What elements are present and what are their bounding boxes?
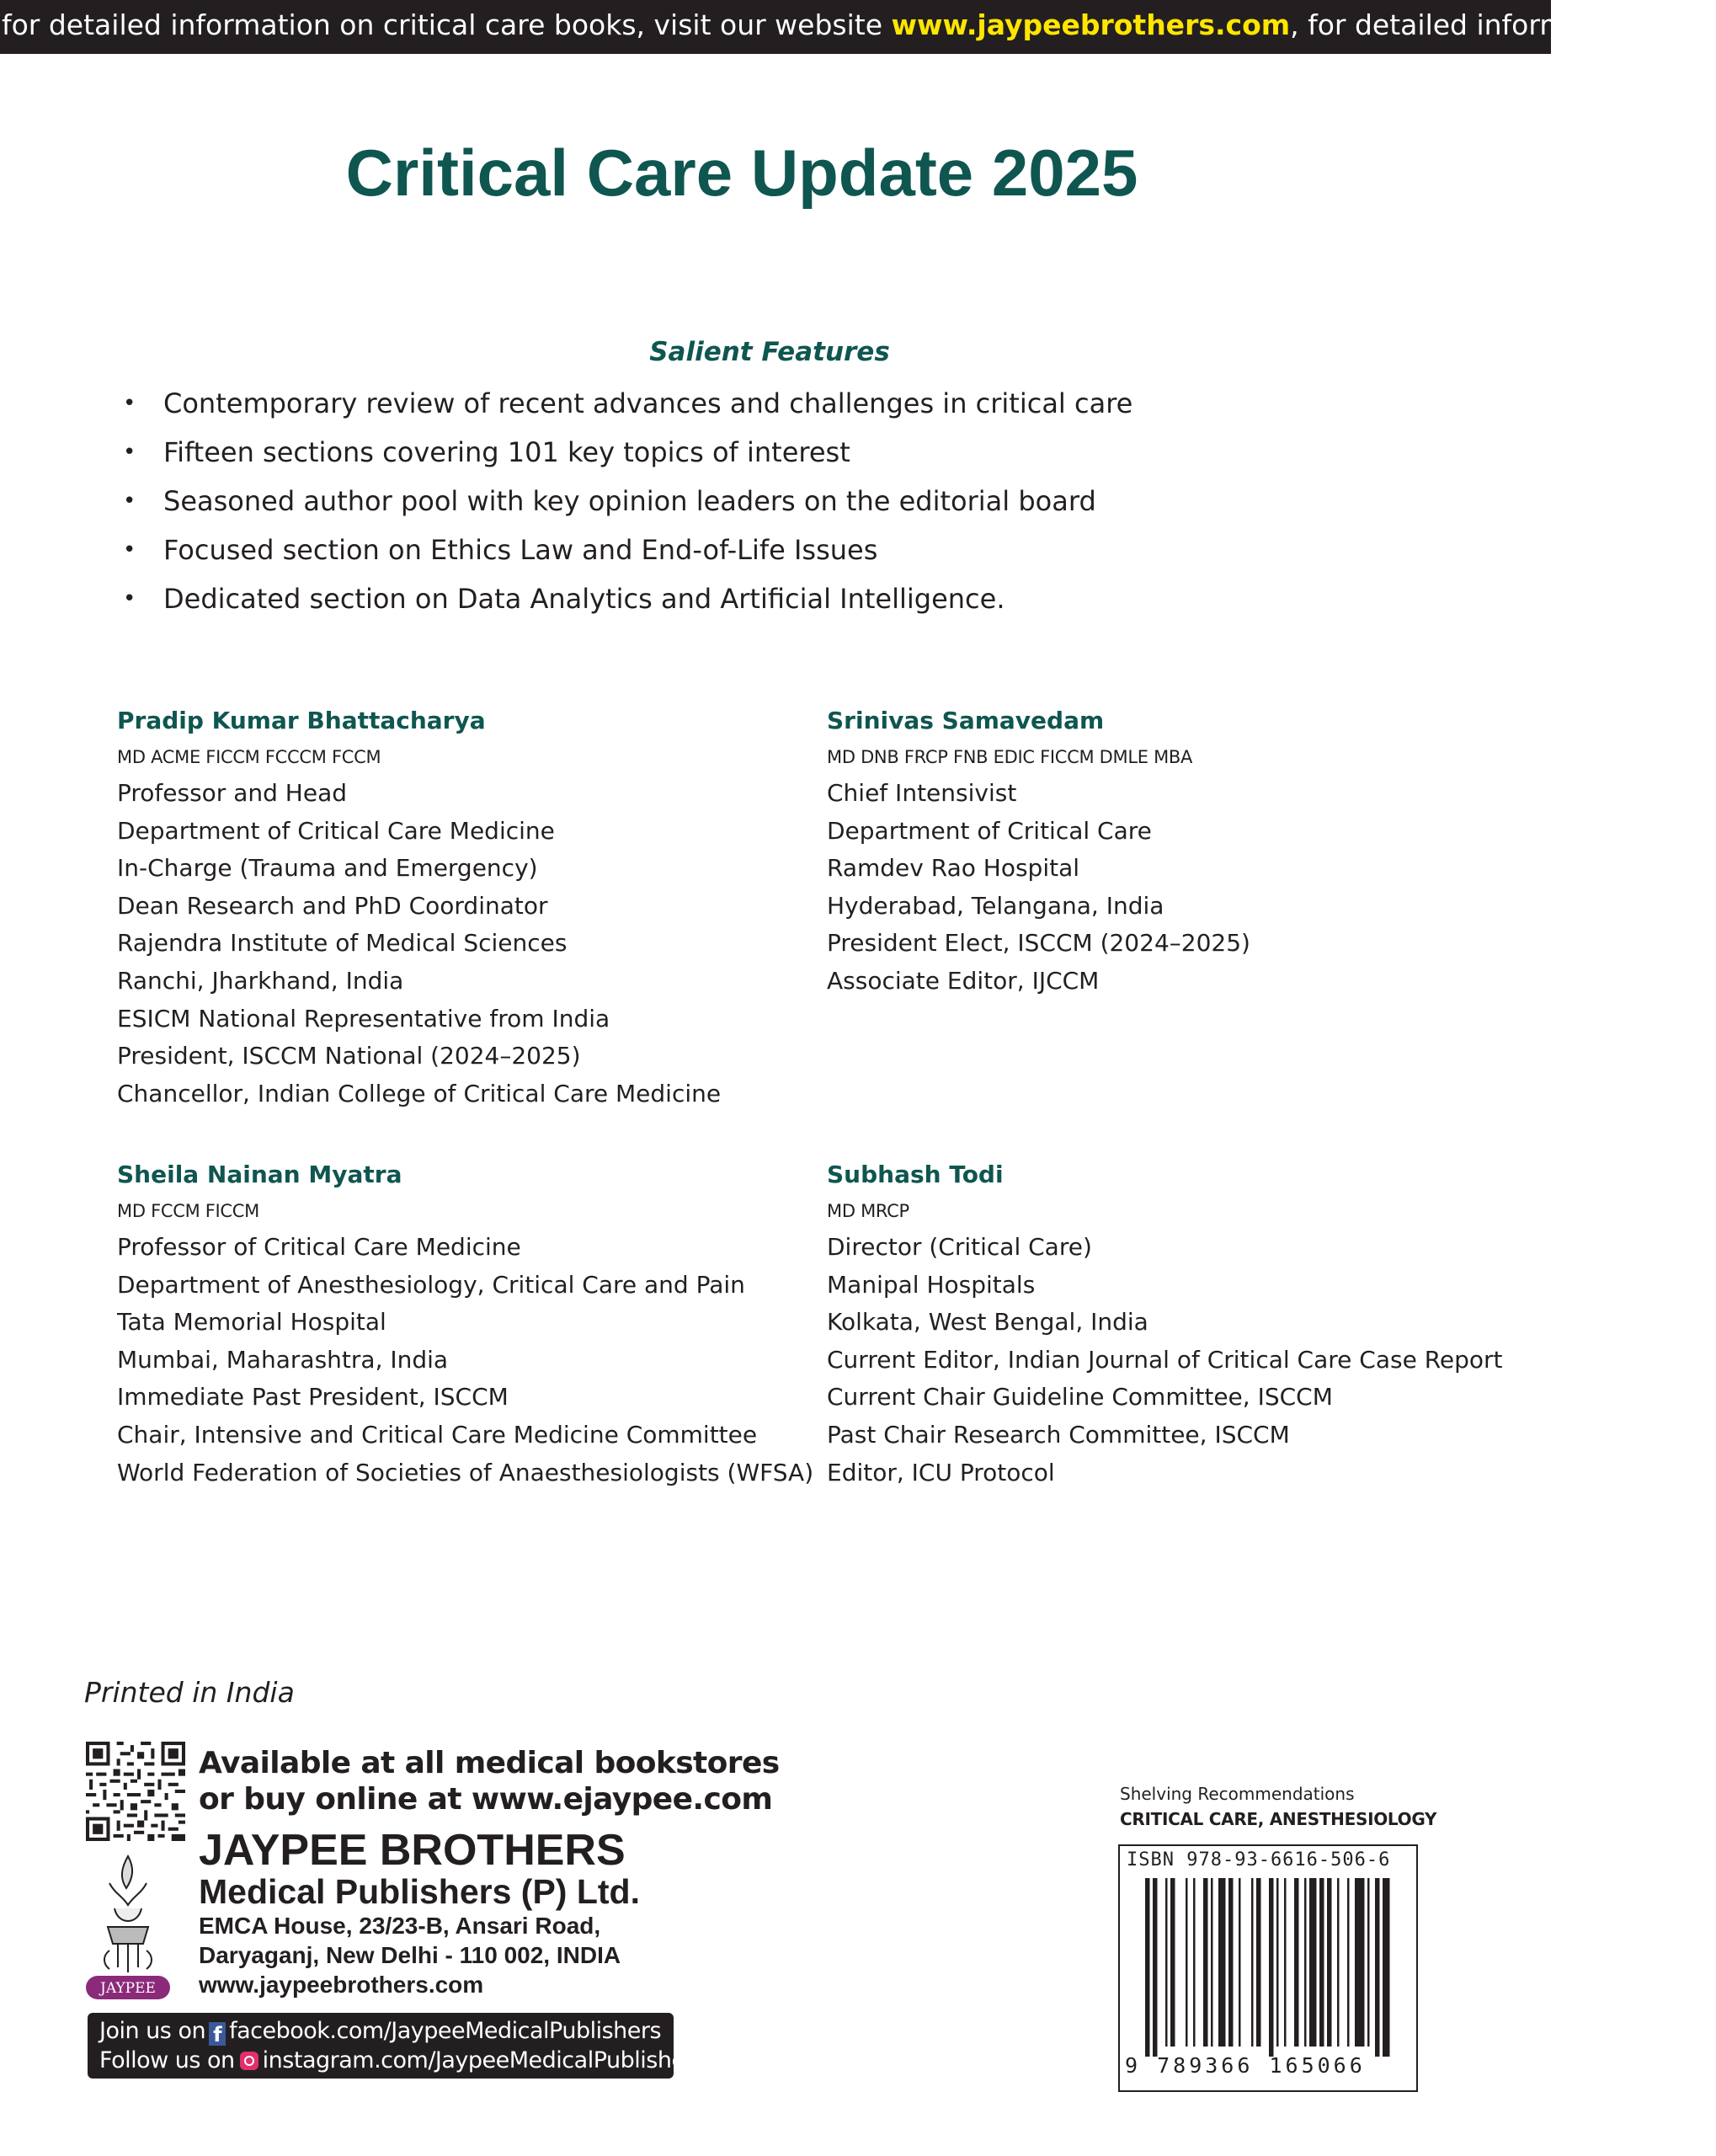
banner-website-link[interactable]: www.jaypeebrothers.com [891, 8, 1291, 41]
barcode-bar [1319, 1878, 1324, 2047]
logo-label: JAYPEE [100, 1980, 156, 1997]
author-affiliation-line: Tata Memorial Hospital [117, 1308, 386, 1337]
bullet-icon: • [123, 586, 136, 611]
promo-banner [0, 0, 1716, 54]
facebook-row[interactable] [99, 2016, 661, 2047]
isbn-barcode [1118, 1844, 1418, 2092]
author-affiliation-line: Mumbai, Maharashtra, India [117, 1345, 449, 1374]
author-block-bhattacharya [117, 702, 721, 1113]
barcode-bar [1203, 1878, 1208, 2047]
instagram-row[interactable] [99, 2046, 706, 2076]
instagram-prefix: Follow us on [99, 2047, 235, 2073]
feature-item [120, 432, 1132, 481]
barcode-bar [1355, 1878, 1365, 2047]
barcode-bar [1193, 1878, 1196, 2047]
barcode-bar [1284, 1878, 1287, 2047]
printed-in-note: Printed in India [84, 1676, 295, 1709]
features-heading: Salient Features [649, 337, 890, 367]
bullet-icon: • [123, 488, 136, 514]
barcode-bar [1153, 1878, 1158, 2057]
publisher-address-line: Daryaganj, New Delhi - 110 002, INDIA [199, 1942, 621, 1968]
author-affiliation-line: In-Charge (Trauma and Emergency) [117, 854, 538, 883]
author-qualifications: MD DNB FRCP FNB EDIC FICCM DMLE MBA [827, 747, 1193, 767]
bullet-icon: • [123, 440, 136, 465]
barcode-bar [1375, 1878, 1380, 2057]
author-block-samavedam [827, 702, 1250, 1001]
bullet-icon: • [123, 391, 136, 416]
bullet-icon: • [123, 537, 136, 563]
availability-line: Available at all medical bookstores [199, 1746, 780, 1780]
author-block-myatra [117, 1156, 813, 1492]
banner-prefix: for detailed information on critical care books, visit our website [2, 8, 892, 41]
author-affiliation-line: Kolkata, West Bengal, India [827, 1308, 1148, 1337]
author-affiliation-line: Chief Intensivist [827, 779, 1017, 807]
author-affiliation-line: President, ISCCM National (2024–2025) [117, 1042, 581, 1070]
author-affiliation-line: Professor and Head [117, 779, 348, 807]
author-affiliation-line: Past Chair Research Committee, ISCCM [827, 1420, 1290, 1449]
barcode-bar [1145, 1878, 1150, 2057]
author-affiliation-line: Rajendra Institute of Medical Sciences [117, 929, 568, 958]
author-name: Sheila Nainan Myatra [117, 1161, 402, 1188]
feature-item [120, 383, 1132, 432]
barcode-bars-icon [1145, 1878, 1398, 2057]
author-qualifications: MD FCCM FICCM [117, 1201, 259, 1221]
feature-item [120, 579, 1132, 627]
author-affiliation-line: Department of Critical Care [827, 816, 1152, 845]
availability-text [199, 1745, 780, 1817]
author-affiliation-line: Chancellor, Indian College of Critical Care Medicine [117, 1079, 722, 1107]
author-qualifications: MD ACME FICCM FCCCM FCCM [117, 747, 381, 767]
author-affiliation-line: Current Editor, Indian Journal of Critical Care Case Report [827, 1345, 1503, 1374]
author-affiliation-line: World Federation of Societies of Anaesthesiologists (WFSA) [117, 1458, 814, 1486]
barcode-bar [1165, 1878, 1168, 2047]
barcode-bar [1337, 1878, 1340, 2047]
author-affiliation-line: Hyderabad, Telangana, India [827, 891, 1164, 920]
book-title: Critical Care Update 2025 [345, 136, 1138, 210]
author-affiliation-line: Editor, ICU Protocol [827, 1458, 1055, 1486]
shelving-label: Shelving Recommendations [1120, 1784, 1355, 1804]
instagram-icon [240, 2052, 258, 2070]
features-list [120, 383, 1132, 627]
publisher-address [199, 1911, 621, 1999]
author-affiliation-line: Professor of Critical Care Medicine [117, 1233, 521, 1261]
author-name: Srinivas Samavedam [827, 707, 1105, 734]
feature-text: Focused section on Ethics Law and End-of-Life Issues [163, 534, 878, 566]
author-name: Pradip Kumar Bhattacharya [117, 707, 486, 734]
barcode-bar [1383, 1878, 1390, 2057]
author-qualifications: MD MRCP [827, 1201, 909, 1221]
barcode-bar [1186, 1878, 1188, 2047]
feature-text: Fifteen sections covering 101 key topics of interest [163, 436, 850, 468]
shelving-value: CRITICAL CARE, ANESTHESIOLOGY [1120, 1809, 1437, 1829]
publisher-website-link[interactable]: www.jaypeebrothers.com [199, 1972, 484, 1998]
author-affiliation-line: Department of Critical Care Medicine [117, 816, 555, 845]
barcode-bar [1304, 1878, 1307, 2047]
publisher-logo-icon [84, 1849, 172, 2001]
author-affiliation-line: Director (Critical Care) [827, 1233, 1092, 1261]
author-affiliation-line: Chair, Intensive and Critical Care Medicine Committee [117, 1420, 758, 1449]
barcode-bar [1239, 1878, 1241, 2047]
availability-line[interactable]: or buy online at www.ejaypee.com [199, 1782, 773, 1817]
barcode-bar [1218, 1878, 1226, 2047]
author-affiliation-line: Ramdev Rao Hospital [827, 854, 1080, 883]
author-affiliation-line: Current Chair Guideline Committee, ISCCM [827, 1383, 1333, 1412]
barcode-bar [1294, 1878, 1299, 2047]
author-affiliation-line: Immediate Past President, ISCCM [117, 1383, 509, 1412]
qr-code-icon[interactable] [86, 1742, 185, 1841]
banner-suffix: , for detailed information on cr [1290, 8, 1716, 41]
feature-item [120, 530, 1132, 579]
isbn-text: ISBN 978-93-6616-506-6 [1127, 1849, 1391, 1870]
publisher-subname: Medical Publishers (P) Ltd. [199, 1872, 640, 1911]
author-affiliation-line: Associate Editor, IJCCM [827, 966, 1100, 995]
barcode-bar [1228, 1878, 1234, 2047]
feature-text: Seasoned author pool with key opinion leaders on the editorial board [163, 485, 1096, 517]
author-name: Subhash Todi [827, 1161, 1004, 1188]
author-affiliation-line: Ranchi, Jharkhand, India [117, 966, 404, 995]
barcode-bar [1347, 1878, 1350, 2047]
facebook-prefix: Join us on [99, 2018, 206, 2044]
barcode-bar [1211, 1878, 1213, 2047]
social-links-box [88, 2013, 706, 2079]
facebook-icon: f [209, 2022, 226, 2046]
barcode-bar [1251, 1878, 1254, 2047]
author-affiliation-line: ESICM National Representative from India [117, 1004, 610, 1033]
publisher-name: JAYPEE BROTHERS [199, 1826, 626, 1875]
author-affiliation-line: Manipal Hospitals [827, 1270, 1036, 1299]
barcode-bar [1309, 1878, 1317, 2047]
feature-text: Dedicated section on Data Analytics and Artificial Intelligence. [163, 583, 1005, 615]
author-affiliation-line: Dean Research and PhD Coordinator [117, 891, 548, 920]
barcode-bar [1276, 1878, 1279, 2047]
instagram-link[interactable]: instagram.com/JaypeeMedicalPublishers [262, 2047, 706, 2073]
barcode-bar [1170, 1878, 1175, 2047]
barcode-bar [1367, 1878, 1370, 2047]
author-affiliation-line: President Elect, ISCCM (2024–2025) [827, 929, 1250, 958]
barcode-bar [1256, 1878, 1261, 2047]
feature-item [120, 481, 1132, 530]
barcode-bar [1269, 1878, 1274, 2057]
feature-text: Contemporary review of recent advances and challenges in critical care [163, 387, 1133, 419]
publisher-address-line: EMCA House, 23/23-B, Ansari Road, [199, 1913, 601, 1939]
barcode-digits: 9 789366 165066 [1125, 2053, 1366, 2078]
author-block-todi [827, 1156, 1503, 1492]
author-affiliation-line: Department of Anesthesiology, Critical Care and Pain [117, 1270, 745, 1299]
facebook-link[interactable]: facebook.com/JaypeeMedicalPublishers [229, 2018, 662, 2044]
barcode-bar [1327, 1878, 1332, 2047]
